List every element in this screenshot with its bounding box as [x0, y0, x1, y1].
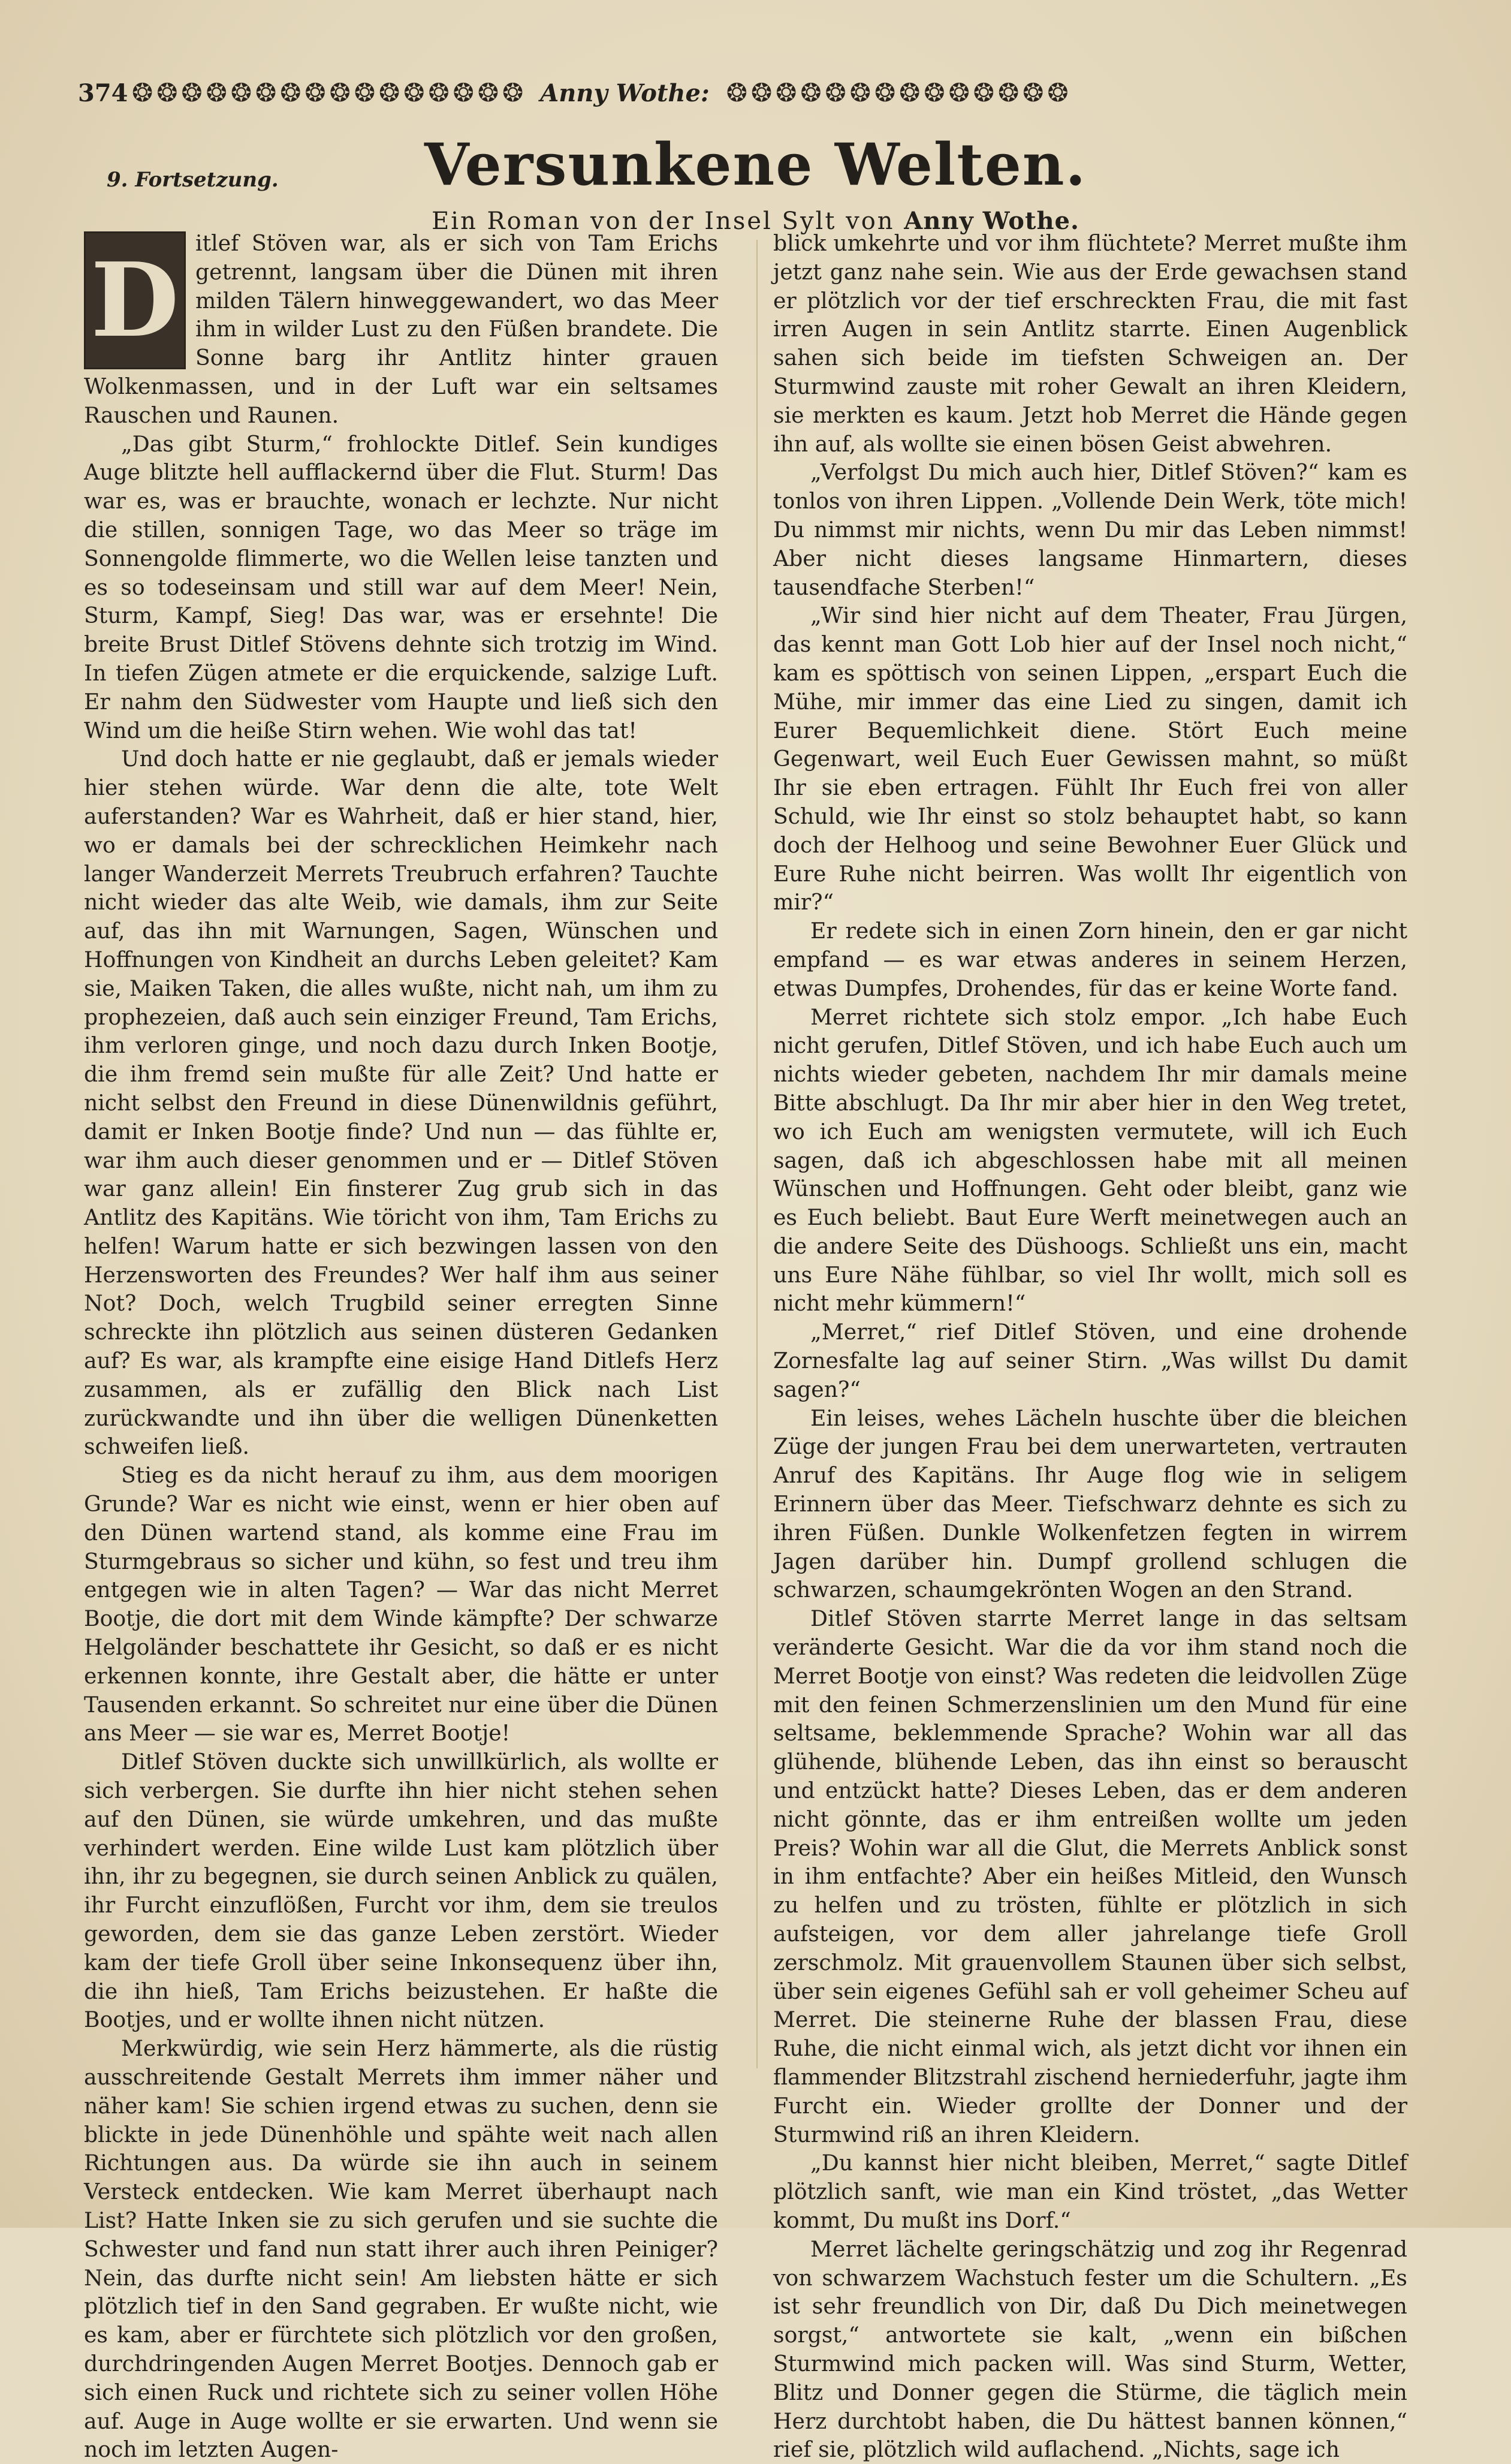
ornament-icon: ❂	[181, 78, 203, 107]
paragraph: Stieg es da nicht herauf zu ihm, aus dem moorigen Grunde? War es nicht wie einst, wenn er hier oben auf den Dünen wartend stand, als komme eine Frau im Sturmgebraus so sicher und kühn, so fest und treu ihm entgegen wie in alten Tagen? — War das nicht Merret Bootje, die dort mit dem Winde kämpfte? Der schwarze Helgoländer beschattete ihr Gesicht, so daß er es nicht erkennen konnte, ihre Gestalt aber, die hätte er unter Tausenden erkannt. So schreitet nur eine über die Dünen ans Meer — sie war es, Merret Bootje!	[84, 1462, 718, 1746]
paragraph: „Du kannst hier nicht bleiben, Merret,“ sagte Ditlef plötzlich sanft, wie man ein Kind tröstet, „das Wetter kommt, Du mußt ins Dorf.“	[773, 2150, 1407, 2233]
ornament-icon: ❂	[453, 78, 474, 107]
paragraph: Ditlef Stöven starrte Merret lange in das seltsam veränderte Gesicht. War die da vor ihm stand noch die Merret Bootje von einst? Was redeten die leidvollen Züge mit den feinen Schmerzenslinien um den Mund für eine seltsame, beklemmende Sprache? Wohin war all das glühende, blühende Leben, das ihn einst so berauscht und entzückt hatte? Dieses Leben, das er dem anderen nicht gönnte, das er ihm entreißen wollte um jeden Preis? Wohin war all die Glut, die Merrets Anblick sonst in ihm entfachte? Aber ein heißes Mitleid, den Wunsch zu helfen und zu trösten, fühlte er plötzlich in sich aufsteigen, vor dem aller jahrelange tiefe Groll zerschmolz. Mit grauenvollem Staunen über sich selbst, über sein eigenes Gefühl sah er voll geheimer Scheu auf Merret. Die steinerne Ruhe der blassen Frau, diese Ruhe, die nicht einmal wich, als jetzt dicht vor ihnen ein flammender Blitzstrahl zischend herniederfuhr, jagte ihm Furcht ein. Wieder grollte der Donner und der Sturmwind riß an ihren Kleidern.	[773, 1605, 1407, 2147]
page-number: 374	[78, 79, 128, 107]
ornament-icon: ❂	[776, 78, 797, 107]
ornament-icon: ❂	[874, 78, 896, 107]
ornament-icon: ❂	[280, 78, 301, 107]
ornament-icon: ❂	[750, 78, 773, 107]
ornament-icon: ❂	[132, 78, 153, 107]
ornament-icon: ❂	[379, 78, 400, 107]
ornament-icon: ❂	[255, 78, 277, 107]
ornament-icon: ❂	[403, 78, 425, 107]
ornament-icon: ❂	[948, 78, 970, 107]
header-ornament-left	[132, 80, 523, 106]
header-ornament-right	[726, 80, 1069, 106]
ornament-icon: ❂	[1047, 78, 1069, 107]
paragraph: blick umkehrte und vor ihm flüchtete? Merret mußte ihm jetzt ganz nahe sein. Wie aus der Erde gewachsen stand er plötzlich vor der tief erschreckten Frau, die mit fast irren Augen in sein Antlitz starrte. Einen Augenblick sahen sich beide im tiefsten Schweigen an. Der Sturmwind zauste mit roher Gewalt an ihren Kleidern, sie merkten es kaum. Jetzt hob Merret die Hände gegen ihn auf, als wollte sie einen bösen Geist abwehren.	[773, 230, 1407, 457]
paragraph: Er redete sich in einen Zorn hinein, den er gar nicht empfand — es war etwas anderes in seinem Herzen, etwas Dumpfes, Drohendes, für das er keine Worte fand.	[773, 918, 1407, 1001]
paragraph-text: itlef Stöven war, als er sich von Tam Erichs getrennt, langsam über die Dünen mit ihren milden Tälern hinweggewandert, wo das Meer ihm in wilder Lust zu den Füßen brandete. Die Sonne barg ihr Antlitz hinter grauen Wolkenmassen, und in der Luft war ein seltsames Rauschen und Raunen.	[84, 230, 718, 428]
paragraph: Merkwürdig, wie sein Herz hämmerte, als die rüstig ausschreitende Gestalt Merrets ihm immer näher und näher kam! Sie schien irgend etwas zu suchen, denn sie blickte in jede Dünenhöhle und spähte weit nach allen Richtungen aus. Da würde sie ihn auch in seinem Versteck entdecken. Wie kam Merret überhaupt nach List? Hatte Inken sie zu sich gerufen und sie suchte die Schwester und fand nun statt ihrer auch ihren Peiniger? Nein, das durfte nicht sein! Am liebsten hätte er sich plötzlich tief in den Sand gegraben. Er wußte nicht, wie es kam, aber er fürchtete sich plötzlich vor den großen, durchdringenden Augen Merret Bootjes. Dennoch gab er sich einen Ruck und richtete sich zu seiner vollen Höhe auf. Auge in Auge wollte er sie erwarten. Und wenn sie noch im letzten Augen-	[84, 2035, 718, 2463]
story-title: Versunkene Welten.	[424, 131, 1087, 198]
ornament-icon: ❂	[477, 78, 499, 107]
running-header	[78, 72, 1432, 114]
paragraph: „Verfolgst Du mich auch hier, Ditlef Stöven?“ kam es tonlos von ihren Lippen. „Vollende Dein Werk, töte mich! Du nimmst mir nichts, wenn Du mir das Leben nimmst! Aber nicht dieses langsame Hinmartern, dieses tausendfache Sterben!“	[773, 459, 1407, 600]
drop-cap: D	[84, 231, 186, 369]
ornament-icon: ❂	[800, 78, 822, 107]
paragraph: Ein leises, wehes Lächeln huschte über die bleichen Züge der jungen Frau bei dem unerwarteten, vertrauten Anruf des Kapitäns. Ihr Auge flog wie in seligem Erinnern über das Meer. Tiefschwarz dehnte es sich zu ihren Füßen. Dunkle Wolkenfetzen fegten in wirrem Jagen darüber hin. Dumpf grollend schlugen die schwarzen, schaumgekrönten Wogen an den Strand.	[773, 1405, 1407, 1603]
ornament-icon: ❂	[973, 78, 994, 107]
right-column	[773, 229, 1407, 2463]
ornament-icon: ❂	[502, 78, 524, 107]
left-column	[84, 229, 718, 2463]
paragraph: Ditlef Stöven duckte sich unwillkürlich, als wollte er sich verbergen. Sie durfte ihn hier nicht stehen sehen auf den Dünen, sie würde umkehren, und das mußte verhindert werden. Eine wilde Lust kam plötzlich über ihn, ihr zu begegnen, sie durch seinen Anblick zu quälen, ihr Furcht einzuflößen, Furcht vor ihm, dem sie treulos geworden, dem sie das ganze Leben zerstört. Wieder kam der tiefe Groll über seine Inkonsequenz über ihn, die ihn hieß, Tam Erichs beizustehen. Er haßte die Bootjes, und er wollte ihnen nicht nützen.	[84, 1749, 718, 2033]
paragraph: „Merret,“ rief Ditlef Stöven, und eine drohende Zornesfalte lag auf seiner Stirn. „Was willst Du damit sagen?“	[773, 1319, 1407, 1402]
ornament-icon: ❂	[304, 78, 326, 107]
running-header-author: Anny Wothe:	[540, 79, 710, 107]
ornament-icon: ❂	[329, 78, 351, 107]
ornament-icon: ❂	[206, 78, 227, 107]
ornament-icon: ❂	[825, 78, 846, 107]
ornament-icon: ❂	[726, 78, 747, 107]
paragraph: Merret lächelte geringschätzig und zog ihr Regenrad von schwarzem Wachstuch fester um die Schultern. „Es ist sehr freundlich von Dir, daß Du Dich meinetwegen sorgst,“ antwortete sie kalt, „wenn ein bißchen Sturmwind mich packen will. Was sind Sturm, Wetter, Blitz und Donner gegen die Stürme, die täglich mein Herz durchtobt haben, die Du hättest bannen können,“ rief sie, plötzlich wild auflachend. „Nichts, sage ich	[773, 2236, 1407, 2463]
ornament-icon: ❂	[1023, 78, 1044, 107]
installment-label: 9. Fortsetzung.	[107, 168, 279, 192]
ornament-icon: ❂	[924, 78, 945, 107]
ornament-icon: ❂	[997, 78, 1020, 107]
paragraph: Und doch hatte er nie geglaubt, daß er jemals wieder hier stehen würde. War denn die alte, tote Welt auferstanden? War es Wahrheit, daß er hier stand, hier, wo er damals bei der schrecklichen Heimkehr nach langer Wanderzeit Merrets Treubruch erfahren? Tauchte nicht wieder das alte Weib, wie damals, ihm zur Seite auf, das ihn mit Warnungen, Sagen, Wünschen und Hoffnungen von Kindheit an durchs Leben geleitet? Kam sie, Maiken Taken, die alles wußte, nicht nah, um ihm zu prophezeien, daß auch sein einziger Freund, Tam Erichs, ihm verloren ginge, und noch dazu durch Inken Bootje, die ihm fremd sein mußte für alle Zeit? Und hatte er nicht selbst den Freund in diese Dünenwildnis geführt, damit er Inken Bootje finde? Und nun — das fühlte er, war ihm auch dieser genommen und er — Ditlef Stöven war ganz allein! Ein finsterer Zug grub sich in das Antlitz des Kapitäns. Wie töricht von ihm, Tam Erichs zu helfen! Warum hatte er sich bezwingen lassen von den Herzensworten des Freundes? Wer half ihm aus seiner Not? Doch, welch Trugbild seiner erregten Sinne schreckte ihn plötzlich aus seinen düsteren Gedanken auf? Es war, als krampfte eine eisige Hand Ditlefs Herz zusammen, als er zufällig den Blick nach List zurückwandte und ihn über die welligen Dünenketten schweifen ließ.	[84, 746, 718, 1460]
ornament-icon: ❂	[428, 78, 450, 107]
paragraph: „Das gibt Sturm,“ frohlockte Ditlef. Sein kundiges Auge blitzte hell aufflackernd über die Flut. Sturm! Das war es, was er brauchte, wonach er lechzte. Nur nicht die stillen, sonnigen Tage, wo das Meer so träge im Sonnengolde flimmerte, wo die Wellen leise tanzten und es so todeseinsam und still war auf dem Meer! Nein, Sturm, Kampf, Sieg! Das war, was er ersehnte! Die breite Brust Ditlef Stövens dehnte sich trotzig im Wind. In tiefen Zügen atmete er die erquickende, salzige Luft. Er nahm den Südwester vom Haupte und ließ sich den Wind um die heiße Stirn wehen. Wie wohl das tat!	[84, 430, 718, 743]
subtitle-text: Ein Roman von der Insel Sylt von	[432, 207, 895, 235]
paragraph: Merret richtete sich stolz empor. „Ich habe Euch nicht gerufen, Ditlef Stöven, und ich habe Euch auch um nichts wieder gebeten, nachdem Ihr mir damals meine Bitte abschlugt. Da Ihr mir aber hier in den Weg tretet, wo ich Euch am wenigsten vermutete, will ich Euch sagen, daß ich abgeschlossen habe mit all meinen Wünschen und Hoffnungen. Geht oder bleibt, ganz wie es Euch beliebt. Baut Eure Werft meinetwegen auch an die andere Seite des Düshoogs. Schließt uns ein, macht uns Eure Nähe fühlbar, so viel Ihr wollt, mich soll es nicht mehr kümmern!“	[773, 1004, 1407, 1317]
subtitle-author: Anny Wothe.	[904, 207, 1079, 235]
paragraph: „Wir sind hier nicht auf dem Theater, Frau Jürgen, das kennt man Gott Lob hier auf der Insel noch nicht,“ kam es spöttisch von seinen Lippen, „erspart Euch die Mühe, mir immer das eine Lied zu singen, damit ich Eurer Bequemlichkeit diene. Stört Euch meine Gegenwart, weil Euch Euer Gewissen mahnt, so müßt Ihr sie eben ertragen. Fühlt Ihr Euch frei von aller Schuld, wie Ihr einst so stolz behauptet habt, so kann doch der Helhoog und seine Bewohner Euer Glück und Eure Ruhe nicht beirren. Was wollt Ihr eigentlich von mir?“	[773, 603, 1407, 915]
ornament-icon: ❂	[354, 78, 376, 107]
ornament-icon: ❂	[899, 78, 921, 107]
ornament-icon: ❂	[230, 78, 252, 107]
ornament-icon: ❂	[156, 78, 178, 107]
paragraph	[84, 229, 718, 430]
column-divider	[756, 240, 758, 2068]
ornament-icon: ❂	[849, 78, 871, 107]
